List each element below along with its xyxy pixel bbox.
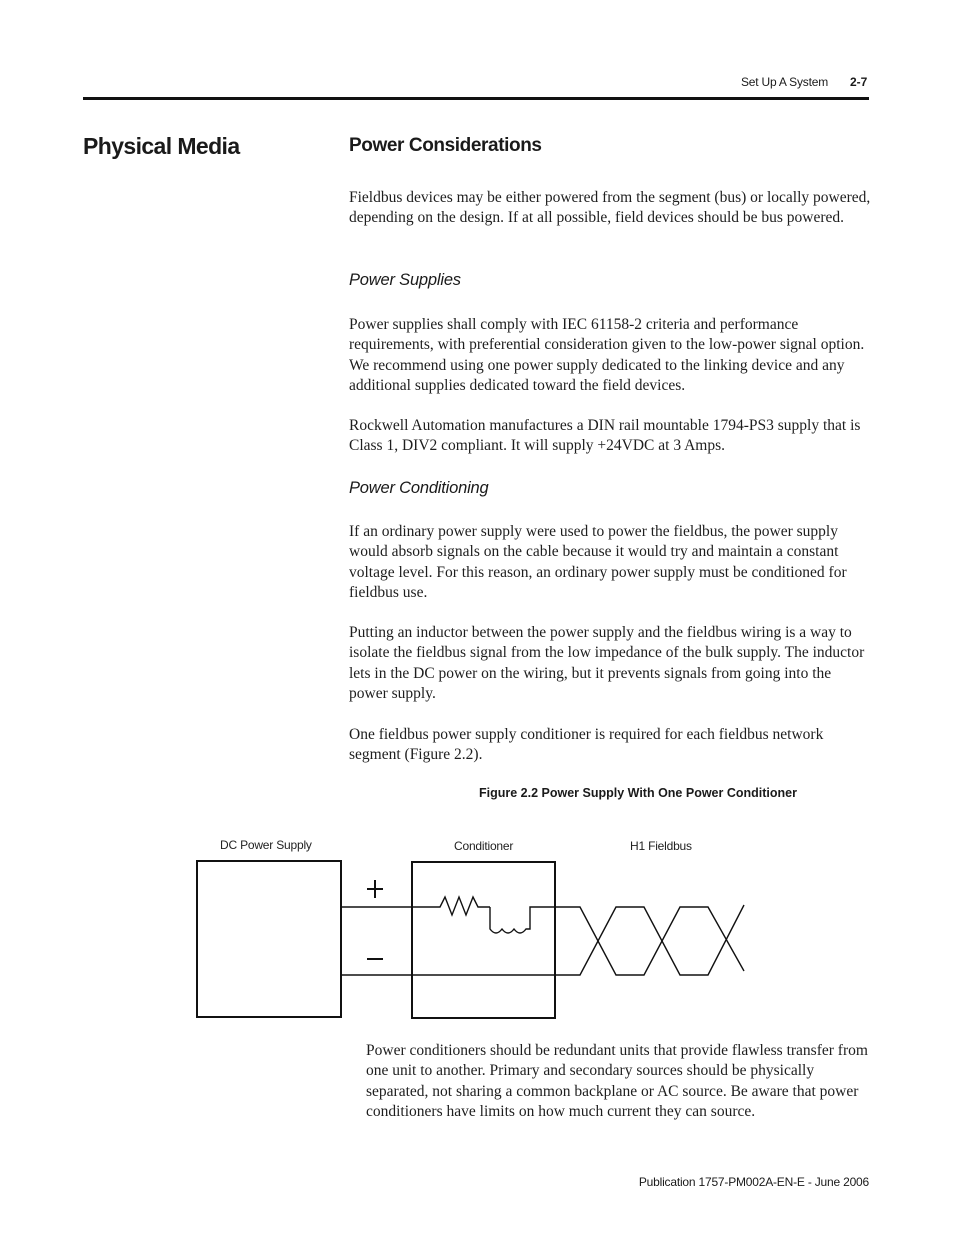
label-dc-power-supply: DC Power Supply — [220, 838, 312, 852]
running-header-title: Set Up A System — [740, 75, 828, 89]
heading-power-conditioning: Power Conditioning — [349, 479, 489, 497]
paragraph-power-supplies-1: Power supplies shall comply with IEC 61158-2 criteria and performance requirements, with preferential consideration given to the low-power signal option. We recommend using one power supply dedicated to the linking device and any additional supplies dedicated toward the field devices. — [349, 316, 865, 394]
label-conditioner: Conditioner — [454, 839, 514, 853]
page-number: 2-7 — [850, 75, 868, 89]
publication-footer: Publication 1757-PM002A-EN-E - June 2006 — [638, 1175, 869, 1189]
heading-power-considerations: Power Considerations — [349, 135, 542, 156]
label-h1-fieldbus: H1 Fieldbus — [630, 839, 692, 853]
dc-power-supply-box — [197, 861, 341, 1017]
conditioner-box — [412, 862, 555, 1018]
resistor-symbol — [412, 897, 490, 915]
paragraph-power-supplies-2: Rockwell Automation manufactures a DIN rail mountable 1794-PS3 supply that is Class 1, DIV2 compliant. It will supply +24VDC at 3 Amps. — [349, 417, 861, 455]
section-title: Physical Media — [83, 133, 240, 159]
heading-power-supplies: Power Supplies — [349, 271, 461, 289]
figure-caption: Figure 2.2 Power Supply With One Power Conditioner — [479, 786, 797, 800]
paragraph-after-figure: Power conditioners should be redundant units that provide flawless transfer from one unit to another. Primary and secondary sources should be physically separated, not sharing a common backplane or AC source. Be aware that power conditioners have limits on how much current they can source. — [366, 1042, 868, 1120]
paragraph-power-conditioning-2: Putting an inductor between the power supply and the fieldbus wiring is a way to isolate the fieldbus signal from the low impedance of the bulk supply. The inductor lets in the DC power on the wiring, but it prevents signals from going into the power supply. — [349, 624, 865, 702]
paragraph-intro: Fieldbus devices may be either powered from the segment (bus) or locally powered, depending on the design. If at all possible, field devices should be bus powered. — [349, 189, 871, 227]
paragraph-power-conditioning-3: One fieldbus power supply conditioner is required for each fieldbus network segment (Figure 2.2). — [349, 726, 824, 764]
inductor-symbol — [490, 907, 555, 933]
paragraph-power-conditioning-1: If an ordinary power supply were used to power the fieldbus, the power supply would absorb signals on the cable because it would try and maintain a constant voltage level. For this reason, an ordinary power supply must be conditioned for fieldbus use. — [349, 523, 847, 601]
